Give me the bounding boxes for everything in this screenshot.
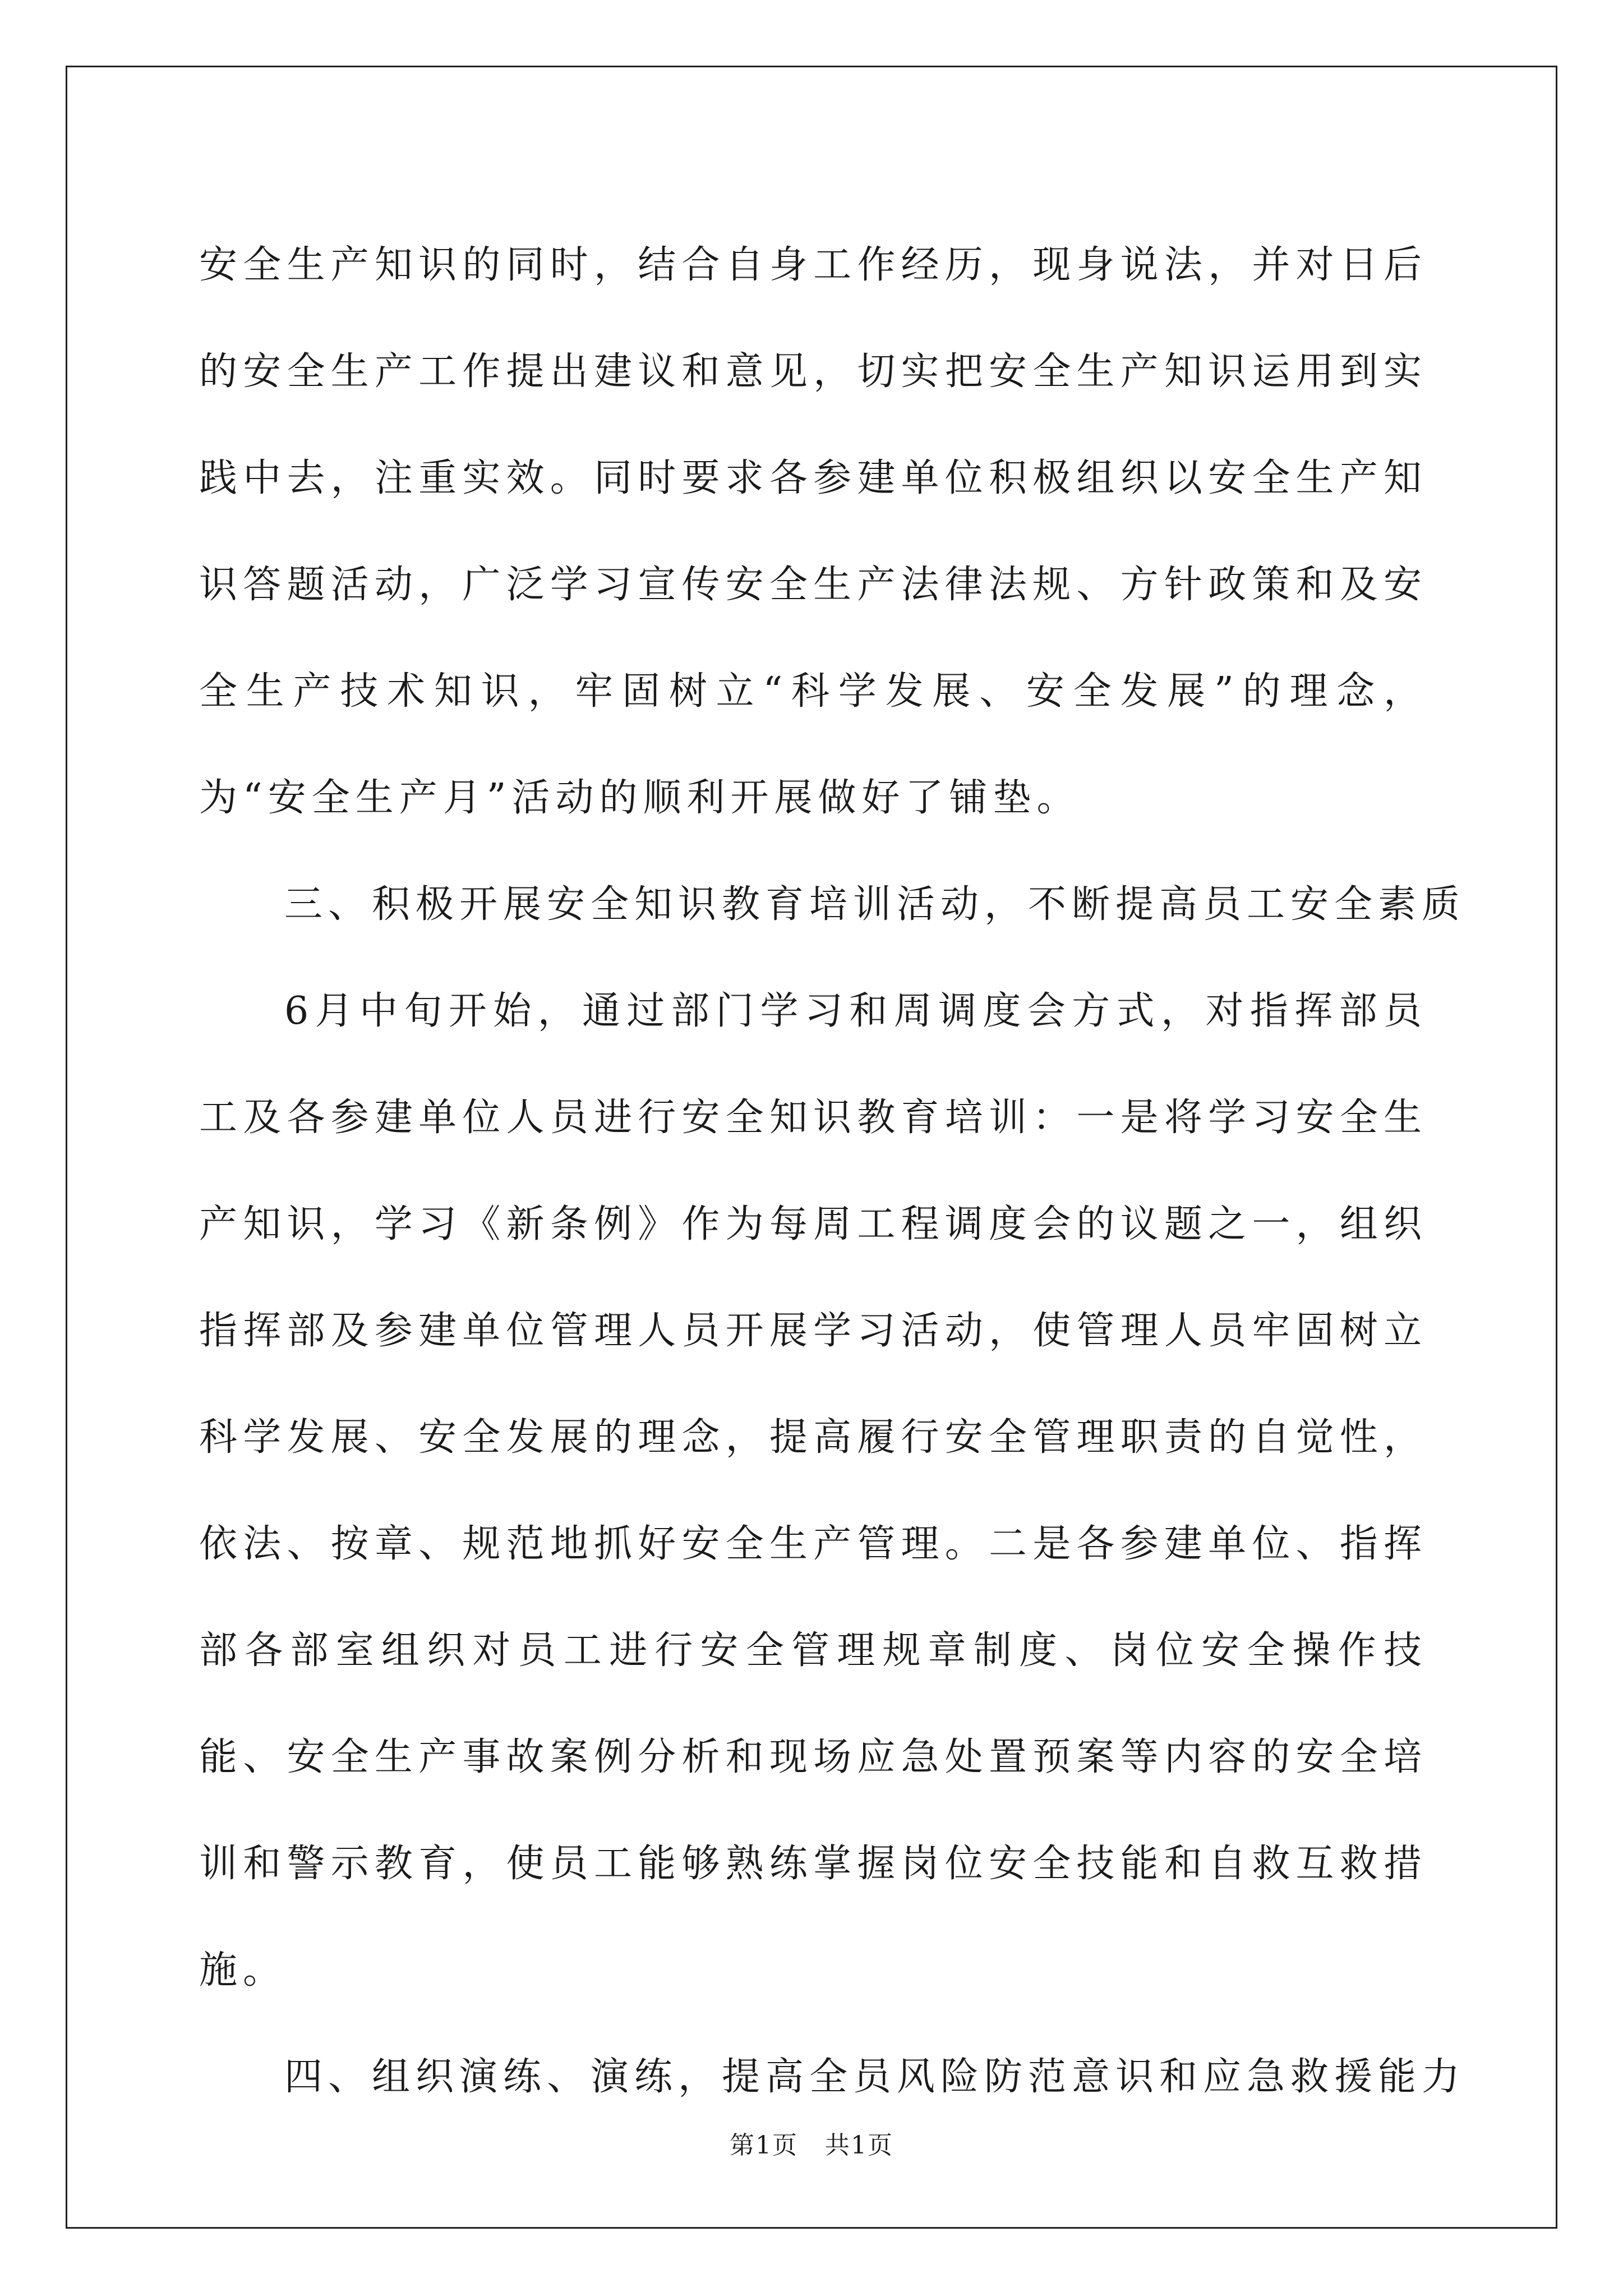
section-heading-three: 三、积极开展安全知识教育培训活动，不断提高员工安全素质 [284,882,1466,927]
paragraph-safety-knowledge: 安全生产知识的同时，结合自身工作经历，现身说法，并对日后的安全生产工作提出建议和意见，切实把安全生产知识运用到实践中去，注重实效。同时要求各参建单位积极组织以安全生产知识答题活动，广泛学习宣传安全生产法律法规、方针政策和及安全生产技术知识，牢固树立“科学发展、安全发展”的理念，为“安全生产月”活动的顺利开展做好了铺垫。 [199,243,1427,820]
paragraph-training: 6月中旬开始，通过部门学习和周调度会方式，对指挥部员工及各参建单位人员进行安全知识教育培训：一是将学习安全生产知识，学习《新条例》作为每周工程调度会的议题之一，组织指挥部及参建单位管理人员开展学习活动，使管理人员牢固树立科学发展、安全发展的理念，提高履行安全管理职责的自觉性，依法、按章、规范地抓好安全生产管理。二是各参建单位、指挥部各部室组织对员工进行安全管理规章制度、岗位安全操作技能、安全生产事故案例分析和现场应急处置预案等内容的安全培训和警示教育，使员工能够熟练掌握岗位安全技能和自救互救措施。 [199,989,1427,1993]
section-heading-four: 四、组织演练、演练，提高全员风险防范意识和应急救援能力 [284,2055,1466,2099]
page-number-total: 共1页 [824,2131,893,2160]
document-body [199,212,1466,2131]
page-footer [0,2129,1623,2162]
page-number-current: 第1页 [730,2131,799,2160]
